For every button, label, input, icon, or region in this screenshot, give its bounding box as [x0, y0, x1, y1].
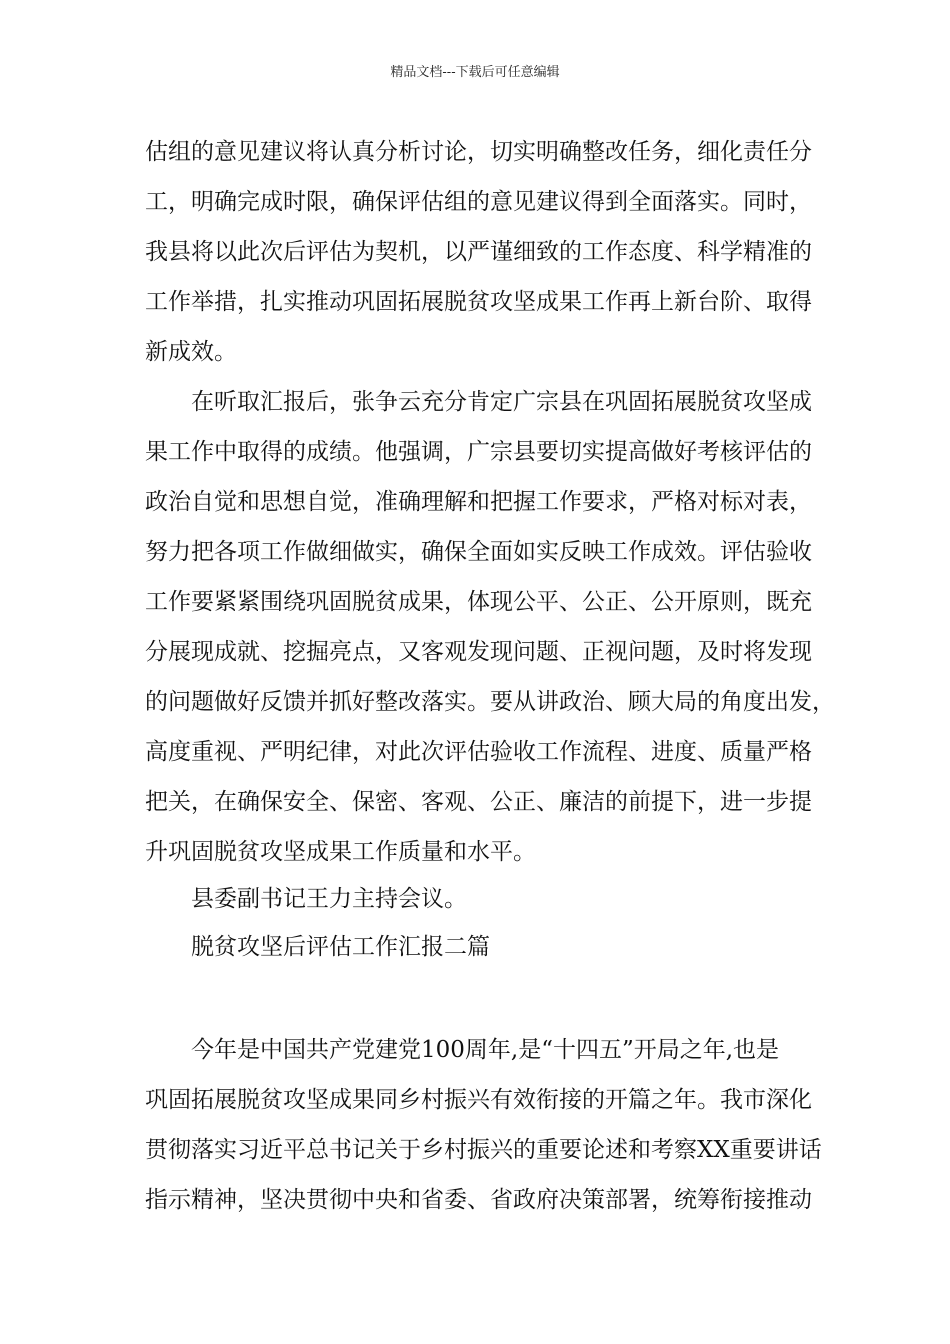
body-line: 指示精神，坚决贯彻中央和省委、省政府决策部署，统筹衔接推动: [145, 1187, 812, 1213]
paragraph-first-line: 县委副书记王力主持会议。: [191, 886, 467, 912]
body-line: 工，明确完成时限，确保评估组的意见建议得到全面落实。同时，: [145, 189, 812, 215]
body-line: 贯彻落实习近平总书记关于乡村振兴的重要论述和考察XX重要讲话: [145, 1137, 822, 1163]
body-line: 工作举措，扎实推动巩固拓展脱贫攻坚成果工作再上新台阶、取得: [145, 289, 812, 315]
body-line: 政治自觉和思想自觉，准确理解和把握工作要求，严格对标对表，: [145, 489, 812, 515]
paragraph-first-line: 在听取汇报后，张争云充分肯定广宗县在巩固拓展脱贫攻坚成: [191, 389, 812, 415]
body-line: 高度重视、严明纪律，对此次评估验收工作流程、进度、质量严格: [145, 739, 812, 765]
body-line: 升巩固脱贫攻坚成果工作质量和水平。: [145, 839, 536, 865]
page-header: 精品文档---下载后可任意编辑: [390, 65, 560, 80]
body-line: 估组的意见建议将认真分析讨论，切实明确整改任务，细化责任分: [145, 139, 812, 165]
body-line: 分展现成就、挖掘亮点，又客观发现问题、正视问题，及时将发现: [145, 639, 812, 665]
section-heading: 脱贫攻坚后评估工作汇报二篇: [191, 934, 490, 960]
paragraph-first-line: 今年是中国共产党建党100周年,是“十四五”开局之年,也是: [191, 1037, 780, 1063]
body-line: 果工作中取得的成绩。他强调，广宗县要切实提高做好考核评估的: [145, 439, 812, 465]
body-line: 工作要紧紧围绕巩固脱贫成果，体现公平、公正、公开原则，既充: [145, 589, 812, 615]
body-line: 我县将以此次后评估为契机，以严谨细致的工作态度、科学精准的: [145, 239, 812, 265]
body-line: 努力把各项工作做细做实，确保全面如实反映工作成效。评估验收: [145, 539, 812, 565]
body-line: 把关，在确保安全、保密、客观、公正、廉洁的前提下，进一步提: [145, 789, 812, 815]
body-line: 新成效。: [145, 339, 237, 365]
body-line: 的问题做好反馈并抓好整改落实。要从讲政治、顾大局的角度出发，: [145, 689, 835, 715]
body-line: 巩固拓展脱贫攻坚成果同乡村振兴有效衔接的开篇之年。我市深化: [145, 1087, 812, 1113]
